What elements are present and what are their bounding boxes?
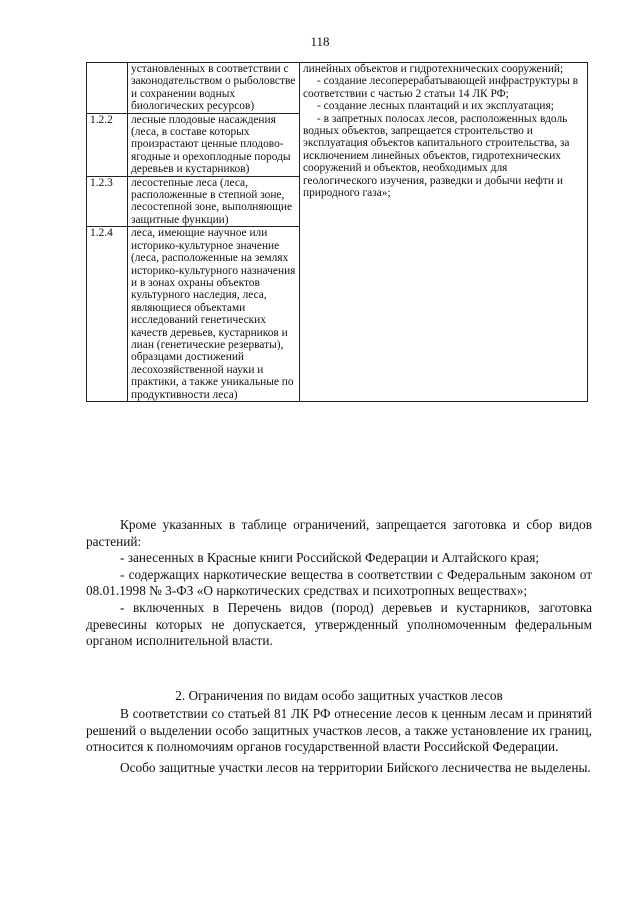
row-number (87, 63, 128, 114)
page-number: 118 (310, 34, 330, 49)
forest-category-table (86, 62, 588, 402)
restrictions-cell (300, 63, 588, 402)
paragraph: - включенных в Перечень видов (пород) деревьев и кустарников, заготовка древесины которых не допускается, утвержденный уполномоченным федеральным органом исполнительной власти. (86, 599, 592, 649)
paragraph: В соответствии со статьей 81 ЛК РФ отнесение лесов к ценным лесам и принятий решений о выделении особо защитных участков лесов, а также установление их границ, относится к полномочиям органов государственной власти Российской Федерации. (86, 706, 592, 755)
restrictions-text-block (86, 517, 592, 650)
section-title: 2. Ограничения по видам особо защитных участков лесов (175, 688, 503, 703)
paragraph: Кроме указанных в таблице ограничений, запрещается заготовка и сбор видов растений: (86, 517, 592, 549)
forest-type-cell: установленных в соответствии с законодательством о рыболовстве и сохранении водных биологических ресурсов) (128, 63, 300, 114)
paragraph: - занесенных в Красные книги Российской Федерации и Алтайского края; (120, 550, 540, 566)
paragraph: Особо защитные участки лесов на территории Бийского лесничества не выделены. (120, 759, 591, 775)
forest-type-cell: лесостепные леса (леса, расположенные в степной зоне, лесостепной зоне, выполняющие защитные функции) (128, 176, 300, 227)
row-number: 1.2.4 (87, 227, 128, 402)
forest-type-cell: лесные плодовые насаждения (леса, в составе которых произрастают ценные плодово-ягодные и орехоплодные породы деревьев и кустарников) (128, 113, 300, 176)
section-text-block (86, 706, 592, 776)
restriction-item: - создание лесоперерабатывающей инфраструктуры в соответствии с частью 2 статьи 14 ЛК РФ; (303, 75, 579, 100)
restriction-item: линейных объектов и гидротехнических сооружений; (303, 63, 564, 75)
table-row (87, 63, 588, 114)
row-number: 1.2.3 (87, 176, 128, 227)
row-number: 1.2.2 (87, 113, 128, 176)
forest-type-cell: леса, имеющие научное или историко-культурное значение (леса, расположенные на землях историко-культурного назначения и в зонах охраны объектов культурного наследия, леса, являющиеся объектами исследований генетических качеств деревьев, кустарников и лиан (генетические резерваты), образцами достижений лесохозяйственной науки и практики, а также уникальные по продуктивности леса) (128, 227, 300, 402)
paragraph: - содержащих наркотические вещества в соответствии с Федеральным законом от 08.01.1998 № 3-ФЗ «О наркотических средствах и психотропных веществах»; (86, 566, 592, 599)
restriction-item: - создание лесных плантаций и их эксплуатация; (317, 100, 554, 113)
restriction-item: - в запретных полосах лесов, расположенных вдоль водных объектов, запрещается строительство и эксплуатация объектов капитального строительства, за исключением линейных объектов, гидротехнических сооружений и объектов, необходимых для геологического изучения, разведки и добычи нефти и природного газа»; (303, 112, 570, 200)
